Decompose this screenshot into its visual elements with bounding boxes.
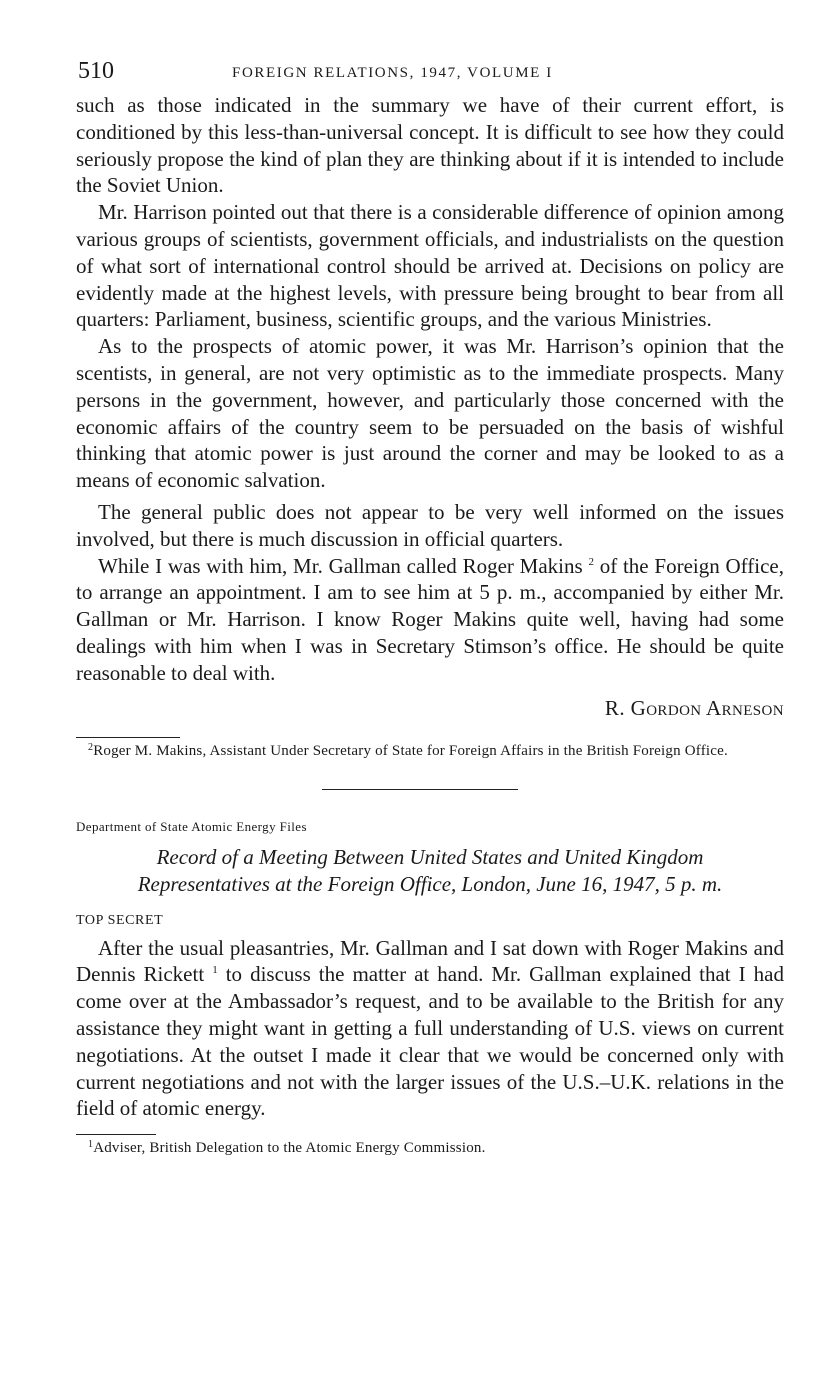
- paragraph-harrison-opinion: Mr. Harrison pointed out that there is a considerable difference of opinion among various groups of scientists, government officials, and industrialists on the question of what sort of international control should be arrived at. Decisions on policy are evidently made at the highest levels, with pressure being brought to bear from all quarters: Parliament, business, scientific groups, and the various Ministries.: [76, 200, 784, 332]
- footnote-number-1: 1: [88, 1139, 94, 1151]
- paragraph-meeting-text-b: to discuss the matter at hand. Mr. Gallman explained that I had come over at the Ambassador’s request, and to be available to the British for any assistance they might want in getting a full understanding of U.S. views on current negotiations. At the outset I made it clear that we would be concerned only with current negotiations and not with the larger issues of the U.S.–U.K. relations in the field of atomic energy.: [76, 962, 784, 1121]
- running-head: [76, 52, 784, 92]
- signature: R. Gordon Arneson: [604, 695, 784, 720]
- footnote-ref-2: 2: [588, 555, 594, 568]
- paragraph-atomic-power: As to the prospects of atomic power, it was Mr. Harrison’s opinion that the scentists, in general, are not very optimistic as to the immediate prospects. Many persons in the government, however, and particularly those concerned with the economic affairs of the country seem to be persuaded on the basis of wishful thinking that atomic power is just around the corner and may be looked to as a means of economic salvation.: [76, 334, 784, 493]
- document-title: [76, 844, 784, 898]
- paragraph-general-public: The general public does not appear to be very well informed on the issues involved, but there is much discussion in official quarters.: [76, 499, 784, 551]
- footnote-makins: [76, 741, 784, 759]
- footnote-rickett-text: Adviser, British Delegation to the Atomic Energy Commission.: [93, 1140, 486, 1157]
- paragraph-makins-text-a: While I was with him, Mr. Gallman called Roger Makins: [98, 553, 583, 578]
- paragraph-meeting-text-a: After the usual pleasantries, Mr. Gallman and I sat down with Roger Makins and Dennis Rickett: [76, 935, 784, 987]
- source-line: Department of State Atomic Energy Files: [76, 818, 307, 834]
- paragraph-meeting: [76, 935, 784, 1123]
- footnote-ref-1: 1: [212, 964, 218, 977]
- paragraph-makins-call: [76, 553, 784, 687]
- footnote-rickett: [76, 1141, 784, 1156]
- classification-label: TOP SECRET: [76, 912, 164, 928]
- page-number: 510: [78, 58, 114, 84]
- section-divider: [322, 789, 518, 790]
- document-title-line-2: Representatives at the Foreign Office, London, June 16, 1947, 5 p. m.: [137, 871, 723, 896]
- footnote-divider: [76, 737, 180, 738]
- footnote-divider-2: [76, 1134, 156, 1135]
- document-title-line-1: Record of a Meeting Between United States and United Kingdom: [156, 844, 704, 869]
- footnote-makins-text: Roger M. Makins, Assistant Under Secretary of State for Foreign Affairs in the British Foreign Office.: [93, 742, 728, 759]
- footnote-number-2: 2: [88, 741, 94, 753]
- paragraph-continuation: such as those indicated in the summary we have of their current effort, is conditioned by this less-than-universal concept. It is difficult to see how they could seriously propose the kind of plan they are thinking about if it is intended to include the Soviet Union.: [76, 93, 784, 198]
- running-title: FOREIGN RELATIONS, 1947, VOLUME I: [232, 65, 553, 81]
- paragraph-makins-text-b: of the Foreign Office, to arrange an appointment. I am to see him at 5 p. m., accompanied by either Mr. Gallman or Mr. Harrison. I know Roger Makins quite well, having had some dealings with him when I was in Secretary Stimson’s office. He should be quite reasonable to deal with.: [76, 553, 784, 685]
- document-page: [76, 52, 784, 1156]
